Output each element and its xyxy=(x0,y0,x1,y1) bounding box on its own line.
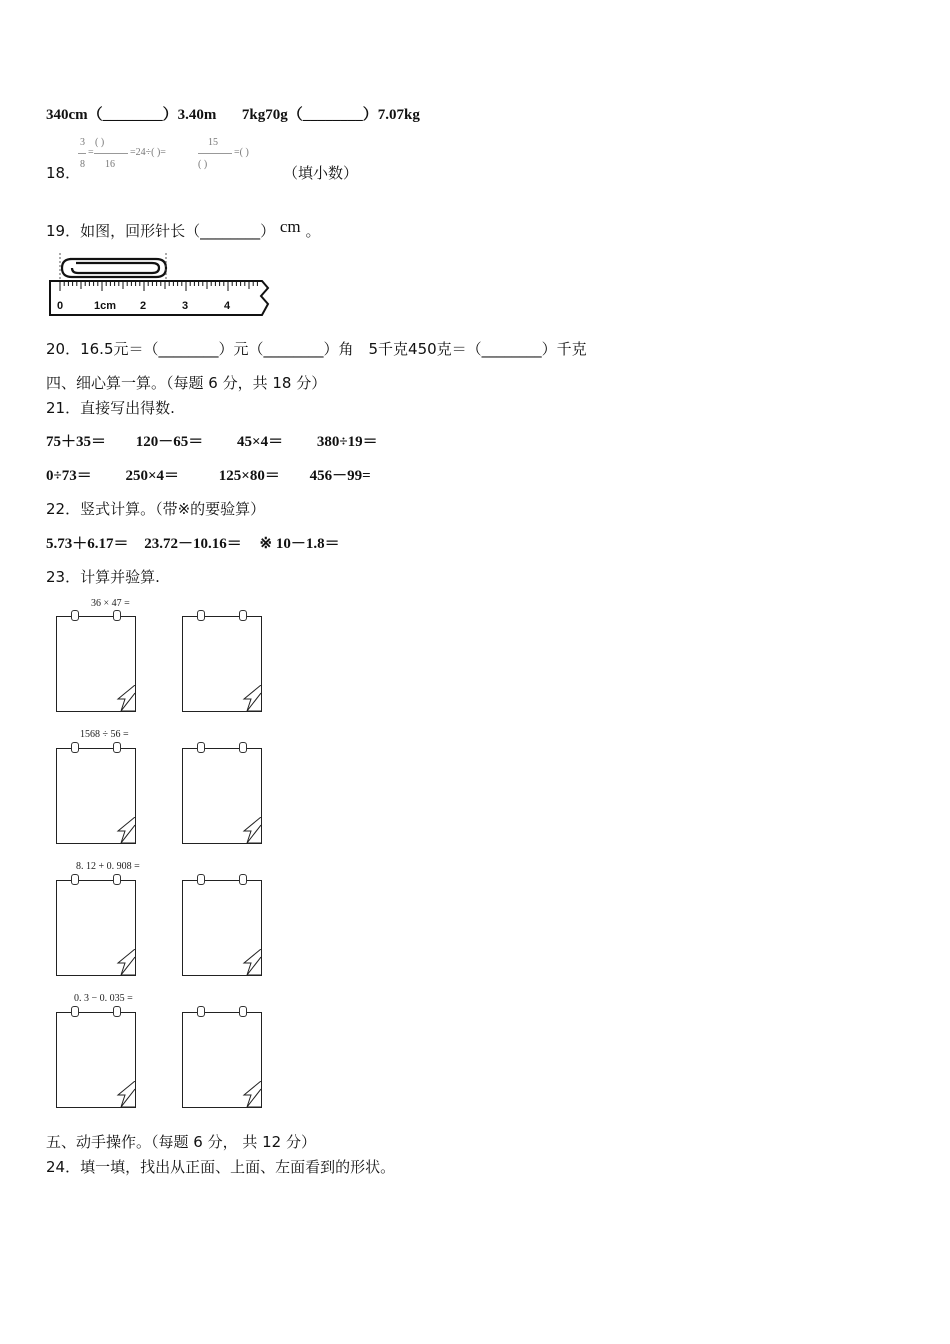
notepad-box xyxy=(56,616,136,712)
binder-ring-icon xyxy=(197,874,205,885)
q21-item: 125×80＝ xyxy=(218,468,280,484)
q21-item: 120－65＝ xyxy=(135,434,204,450)
binder-ring-icon xyxy=(239,610,247,621)
page-curl-icon xyxy=(115,817,135,843)
q22-item: ※ 10－1.8＝ xyxy=(259,536,340,552)
q19-line xyxy=(46,217,321,241)
page-curl-icon xyxy=(115,1081,135,1107)
binder-ring-icon xyxy=(71,1006,79,1017)
q17-compare-length: 340cm（________）3.40m xyxy=(46,107,217,123)
section4-title: 四、细心算一算。（每题 6 分，共 18 分） xyxy=(46,374,327,392)
ruler-label: 0 xyxy=(57,300,64,312)
binder-ring-icon xyxy=(197,1006,205,1017)
q21-row2 xyxy=(46,464,371,485)
q17-line xyxy=(46,103,420,124)
q18-hint: （填小数） xyxy=(283,164,359,182)
q18-frac2-den: 16 xyxy=(105,159,115,170)
notepad-box xyxy=(182,748,262,844)
page-curl-icon xyxy=(241,949,261,975)
paperclip-icon xyxy=(62,259,166,277)
q21-item: 45×4＝ xyxy=(237,434,284,450)
q21-item: 250×4＝ xyxy=(125,468,180,484)
q21-item: 456－99= xyxy=(309,468,371,484)
q19-unit: cm xyxy=(279,217,301,236)
q18-tail: =( ) xyxy=(234,147,249,158)
binder-ring-icon xyxy=(71,610,79,621)
binder-ring-icon xyxy=(197,742,205,753)
ruler-label: 3 xyxy=(182,300,189,312)
q21-item: 0÷73＝ xyxy=(46,468,92,484)
q18-frac1-num: 3 xyxy=(80,137,85,148)
binder-ring-icon xyxy=(239,874,247,885)
q23-problem-2: 1568 ÷ 56 = xyxy=(80,729,129,740)
page-curl-icon xyxy=(115,949,135,975)
ruler-svg xyxy=(48,253,272,319)
paperclip-ruler-figure xyxy=(48,253,272,319)
q17-compare-weight: 7kg70g（________）7.07kg xyxy=(241,107,420,123)
q22-item: 23.72－10.16＝ xyxy=(144,536,242,552)
q18-frac1-den: 8 xyxy=(80,159,85,170)
page-curl-icon xyxy=(115,685,135,711)
q18-frac3-den: ( ) xyxy=(198,159,208,170)
q21-row1 xyxy=(46,430,378,451)
notepad-box xyxy=(56,748,136,844)
binder-ring-icon xyxy=(71,874,79,885)
q24-title: 24．填一填，找出从正面、上面、左面看到的形状。 xyxy=(46,1158,396,1176)
ruler-label: 2 xyxy=(140,300,147,312)
page-curl-icon xyxy=(241,685,261,711)
q18-formula-image: 3 8 = ( ) 16 =24÷( )= 15 ( ) =( ) xyxy=(80,137,249,170)
binder-ring-icon xyxy=(197,610,205,621)
binder-ring-icon xyxy=(113,610,121,621)
binder-ring-icon xyxy=(239,1006,247,1017)
binder-ring-icon xyxy=(71,742,79,753)
q18-number: 18． xyxy=(46,164,81,182)
q20-question: 20．16.5元＝（________）元（________）角 5千克450克＝（________）千克 xyxy=(46,340,587,358)
section5-title: 五、动手操作。（每题 6 分， 共 12 分） xyxy=(46,1133,316,1151)
q22-title: 22．竖式计算。（带※的要验算） xyxy=(46,500,266,518)
ruler-label: 4 xyxy=(224,300,231,312)
q18-frac2-num: ( ) xyxy=(95,137,105,148)
notepad-box xyxy=(182,880,262,976)
q19-period: 。 xyxy=(305,222,321,240)
q23-problem-3: 8. 12 + 0. 908 = xyxy=(76,861,140,872)
q20-line xyxy=(46,338,587,359)
q22-item: 5.73＋6.17＝ xyxy=(46,536,129,552)
q23-title: 23．计算并验算. xyxy=(46,568,160,586)
binder-ring-icon xyxy=(239,742,247,753)
q23-problem-1: 36 × 47 = xyxy=(91,598,130,609)
notepad-box xyxy=(182,1012,262,1108)
q18-frac3-bar xyxy=(198,153,232,154)
q18-frac3-num: 15 xyxy=(208,137,218,148)
q18-frac1-bar xyxy=(78,153,86,154)
binder-ring-icon xyxy=(113,1006,121,1017)
q18-frac2-bar xyxy=(94,153,128,154)
q21-item: 380÷19＝ xyxy=(316,434,378,450)
notepad-box xyxy=(56,880,136,976)
notepad-box xyxy=(182,616,262,712)
ruler-label: 1cm xyxy=(94,300,117,312)
notepad-box xyxy=(56,1012,136,1108)
page-curl-icon xyxy=(241,1081,261,1107)
binder-ring-icon xyxy=(113,874,121,885)
page-curl-icon xyxy=(241,817,261,843)
q22-items xyxy=(46,532,340,553)
q23-problem-4: 0. 3 − 0. 035 = xyxy=(74,993,133,1004)
q18-div: =24÷( )= xyxy=(130,147,166,158)
q21-item: 75＋35＝ xyxy=(46,434,107,450)
q19-question: 19．如图，回形针长（________） xyxy=(46,222,276,240)
binder-ring-icon xyxy=(113,742,121,753)
q21-title: 21．直接写出得数. xyxy=(46,399,175,417)
